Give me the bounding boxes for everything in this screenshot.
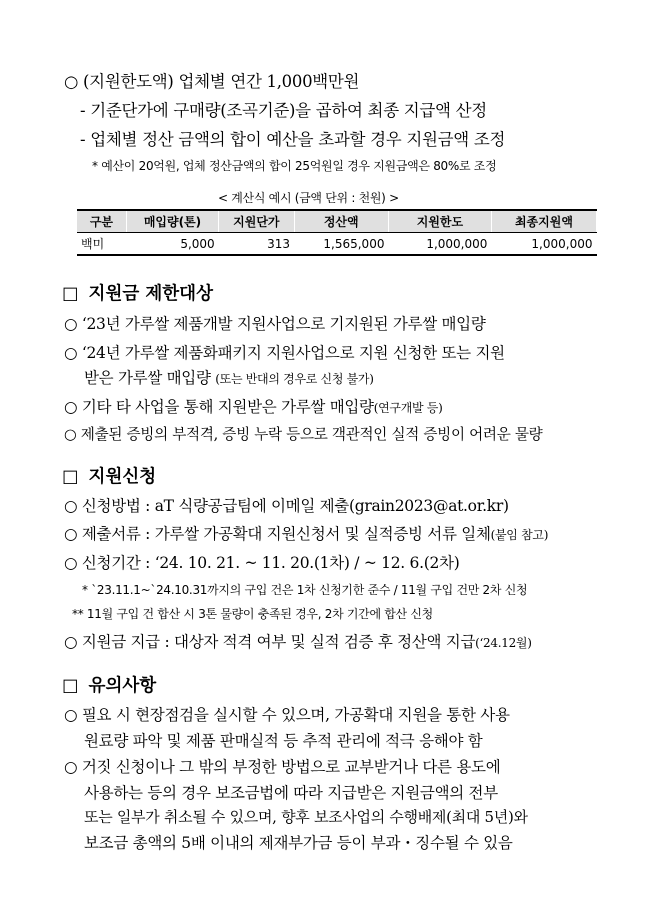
section-heading-notice	[62, 672, 156, 697]
cell-unit-price: 313	[267, 236, 291, 251]
cell-limit: 1,000,000	[426, 236, 488, 251]
support-limit-line: ○ (지원한도액) 업체별 연간 1,000백만원	[64, 72, 360, 91]
cell-settlement: 1,565,000	[323, 236, 385, 251]
apply-note-1: * `23.11.1~`24.10.31까지의 구입 건은 1차 신청기한 준수 / 11월 구입 건만 2차 신청	[82, 583, 528, 597]
limit-item-1: ○ ‘23년 가루쌀 제품개발 지원사업으로 기지원된 가루쌀 매입량	[64, 315, 486, 333]
calc-rule-line: - 기준단가에 구매량(조곡기준)을 곱하여 최종 지급액 산정	[80, 101, 487, 120]
apply-payment	[64, 630, 532, 652]
col-header-purchase: 매입량(톤)	[126, 210, 218, 233]
limit-item-2-cont	[84, 366, 374, 388]
limit-item-2-note: (또는 반대의 경우로 신청 불가)	[215, 372, 374, 386]
cell-final: 1,000,000	[531, 236, 593, 251]
budget-note: * 예산이 20억원, 업체 정산금액의 합이 25억원일 경우 지원금액은 80%로 조정	[92, 159, 497, 173]
calc-example-table	[77, 209, 597, 256]
apply-method: ○ 신청방법 : aT 식량공급팀에 이메일 제출(grain2023@at.or.kr)	[64, 497, 509, 515]
apply-payment-note: (‘24.12월)	[475, 636, 532, 650]
notice-item-2-cont-2: 또는 일부가 취소될 수 있으며, 향후 보조사업의 수행배제(최대 5년)와	[84, 808, 528, 826]
section-title: 지원금 제한대상	[88, 284, 213, 304]
apply-docs-text: ○ 제출서류 : 가루쌀 가공확대 지원신청서 및 실적증빙 서류 일체	[64, 525, 491, 543]
section-title: 유의사항	[88, 676, 157, 696]
apply-docs	[64, 522, 548, 544]
apply-note-2: ** 11월 구입 건 합산 시 3톤 물량이 충족된 경우, 2차 기간에 합산 신청	[72, 607, 433, 621]
notice-item-1: ○ 필요 시 현장점검을 실시할 수 있으며, 가공확대 지원을 통한 사용	[64, 706, 510, 724]
limit-item-3-text: ○ 기타 타 사업을 통해 지원받은 가루쌀 매입량	[64, 398, 374, 416]
apply-period: ○ 신청기간 : ‘24. 10. 21. ~ 11. 20.(1차) / ~ 12. 6.(2차)	[64, 554, 460, 572]
apply-docs-note: (붙임 참고)	[490, 528, 549, 542]
section-box-icon: □	[62, 676, 79, 696]
col-header-settlement: 정산액	[294, 210, 388, 233]
limit-item-4: ○ 제출된 증빙의 부적격, 증빙 누락 등으로 객관적인 실적 증빙이 어려운 물량	[64, 426, 543, 443]
notice-item-2: ○ 거짓 신청이나 그 밖의 부정한 방법으로 교부받거나 다른 용도에	[64, 758, 501, 776]
notice-item-2-cont-3: 보조금 총액의 5배 이내의 제재부가금 등이 부과・징수될 수 있음	[84, 834, 513, 852]
cell-category: 백미	[81, 237, 105, 251]
limit-item-3-note: (연구개발 등)	[373, 401, 443, 415]
col-header-limit: 지원한도	[388, 210, 491, 233]
table-row	[77, 233, 597, 256]
limit-item-2-text: 받은 가루쌀 매입량	[84, 369, 211, 387]
limit-item-2: ○ ‘24년 가루쌀 제품화패키지 지원사업으로 지원 신청한 또는 지원	[64, 344, 505, 362]
col-header-category: 구분	[77, 210, 126, 233]
section-title: 지원신청	[88, 467, 157, 487]
limit-item-3	[64, 395, 442, 417]
apply-payment-text: ○ 지원금 지급 : 대상자 적격 여부 및 실적 검증 후 정산액 지급	[64, 633, 476, 651]
adjust-rule-line: - 업체별 정산 금액의 합이 예산을 초과할 경우 지원금액 조정	[80, 130, 506, 149]
notice-item-2-cont-1: 사용하는 등의 경우 보조금법에 따라 지급받은 지원금액의 전부	[84, 784, 498, 802]
notice-item-1-cont: 원료량 파악 및 제품 판매실적 등 추적 관리에 적극 응해야 함	[84, 732, 483, 750]
col-header-final: 최종지원액	[491, 210, 596, 233]
col-header-unit-price: 지원단가	[219, 210, 294, 233]
calc-caption: < 계산식 예시 (금액 단위 : 천원) >	[218, 191, 399, 205]
section-box-icon: □	[62, 284, 79, 304]
section-heading-apply	[62, 463, 156, 488]
section-box-icon: □	[62, 467, 79, 487]
section-heading-limit	[62, 280, 213, 305]
cell-purchase: 5,000	[180, 236, 215, 251]
table-header-row	[77, 210, 597, 233]
